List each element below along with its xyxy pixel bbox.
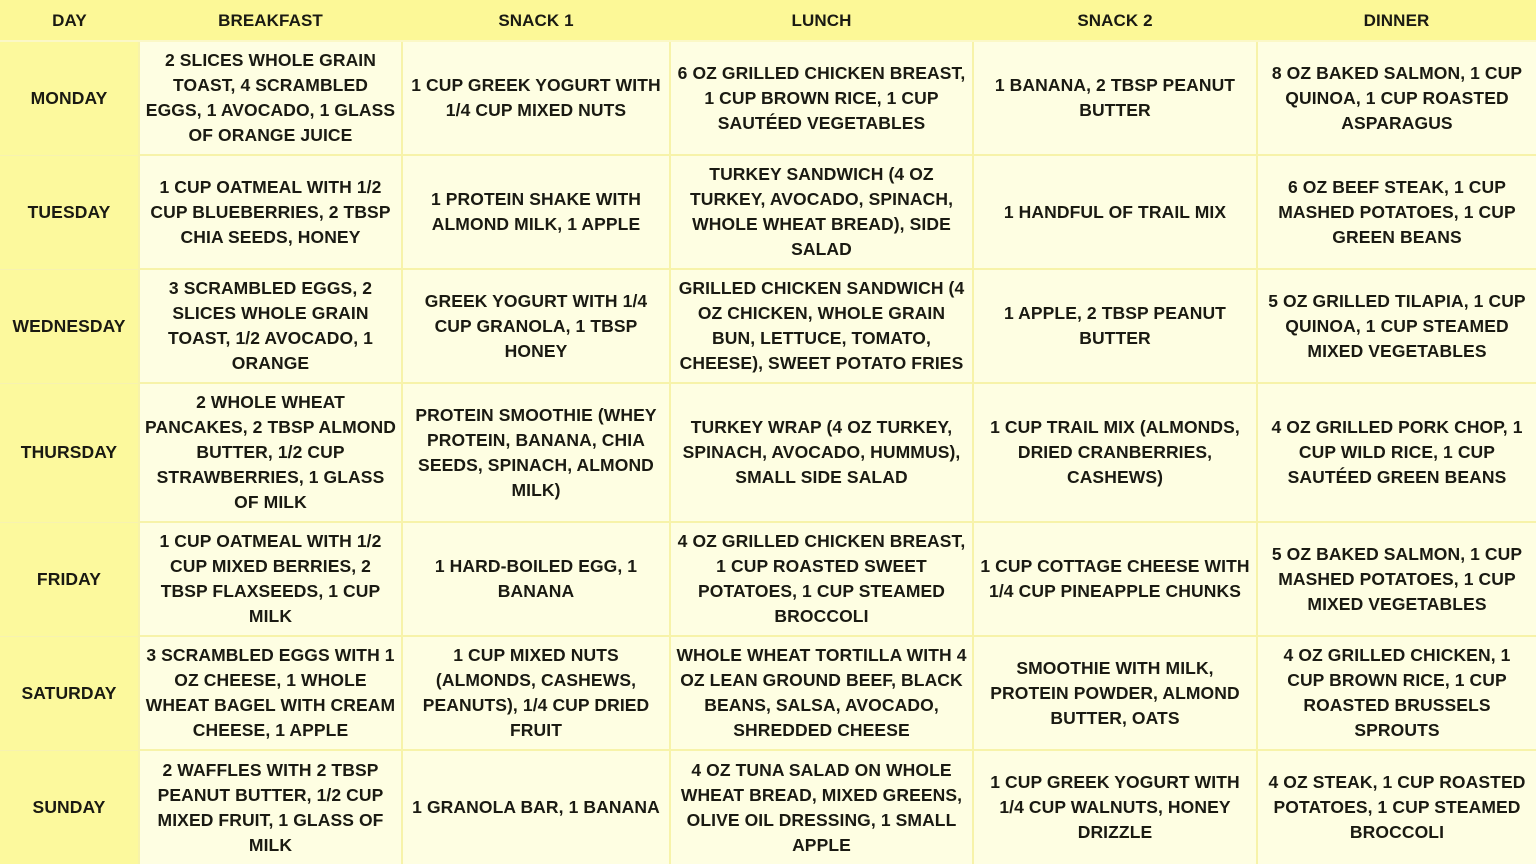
table-row — [0, 636, 1536, 750]
snack-1-cell: 1 HARD-BOILED EGG, 1 BANANA — [402, 522, 670, 636]
breakfast-cell: 3 SCRAMBLED EGGS WITH 1 OZ CHEESE, 1 WHOLE WHEAT BAGEL WITH CREAM CHEESE, 1 APPLE — [139, 636, 402, 750]
snack-1-cell: 1 PROTEIN SHAKE WITH ALMOND MILK, 1 APPLE — [402, 155, 670, 269]
lunch-cell: 4 OZ GRILLED CHICKEN BREAST, 1 CUP ROASTED SWEET POTATOES, 1 CUP STEAMED BROCCOLI — [670, 522, 973, 636]
table-row — [0, 522, 1536, 636]
header-breakfast: BREAKFAST — [139, 0, 402, 41]
breakfast-cell: 2 SLICES WHOLE GRAIN TOAST, 4 SCRAMBLED EGGS, 1 AVOCADO, 1 GLASS OF ORANGE JUICE — [139, 41, 402, 155]
day-cell: THURSDAY — [0, 383, 139, 522]
lunch-cell: TURKEY WRAP (4 OZ TURKEY, SPINACH, AVOCADO, HUMMUS), SMALL SIDE SALAD — [670, 383, 973, 522]
lunch-cell: WHOLE WHEAT TORTILLA WITH 4 OZ LEAN GROUND BEEF, BLACK BEANS, SALSA, AVOCADO, SHREDDED CHEESE — [670, 636, 973, 750]
snack-1-cell: 1 CUP GREEK YOGURT WITH 1/4 CUP MIXED NUTS — [402, 41, 670, 155]
lunch-cell: TURKEY SANDWICH (4 OZ TURKEY, AVOCADO, SPINACH, WHOLE WHEAT BREAD), SIDE SALAD — [670, 155, 973, 269]
snack-2-cell: 1 CUP COTTAGE CHEESE WITH 1/4 CUP PINEAPPLE CHUNKS — [973, 522, 1257, 636]
header-lunch: LUNCH — [670, 0, 973, 41]
snack-2-cell: 1 CUP TRAIL MIX (ALMONDS, DRIED CRANBERRIES, CASHEWS) — [973, 383, 1257, 522]
snack-2-cell: 1 HANDFUL OF TRAIL MIX — [973, 155, 1257, 269]
breakfast-cell: 2 WAFFLES WITH 2 TBSP PEANUT BUTTER, 1/2 CUP MIXED FRUIT, 1 GLASS OF MILK — [139, 750, 402, 864]
snack-2-cell: SMOOTHIE WITH MILK, PROTEIN POWDER, ALMOND BUTTER, OATS — [973, 636, 1257, 750]
header-day: DAY — [0, 0, 139, 41]
breakfast-cell: 2 WHOLE WHEAT PANCAKES, 2 TBSP ALMOND BUTTER, 1/2 CUP STRAWBERRIES, 1 GLASS OF MILK — [139, 383, 402, 522]
day-cell: FRIDAY — [0, 522, 139, 636]
snack-1-cell: 1 CUP MIXED NUTS (ALMONDS, CASHEWS, PEANUTS), 1/4 CUP DRIED FRUIT — [402, 636, 670, 750]
dinner-cell: 5 OZ GRILLED TILAPIA, 1 CUP QUINOA, 1 CUP STEAMED MIXED VEGETABLES — [1257, 269, 1536, 383]
day-cell: SATURDAY — [0, 636, 139, 750]
header-snack-1: SNACK 1 — [402, 0, 670, 41]
day-cell: MONDAY — [0, 41, 139, 155]
header-snack-2: SNACK 2 — [973, 0, 1257, 41]
table-row — [0, 41, 1536, 155]
table-row — [0, 750, 1536, 864]
dinner-cell: 8 OZ BAKED SALMON, 1 CUP QUINOA, 1 CUP ROASTED ASPARAGUS — [1257, 41, 1536, 155]
breakfast-cell: 3 SCRAMBLED EGGS, 2 SLICES WHOLE GRAIN TOAST, 1/2 AVOCADO, 1 ORANGE — [139, 269, 402, 383]
lunch-cell: GRILLED CHICKEN SANDWICH (4 OZ CHICKEN, WHOLE GRAIN BUN, LETTUCE, TOMATO, CHEESE), SWEET POTATO FRIES — [670, 269, 973, 383]
day-cell: SUNDAY — [0, 750, 139, 864]
table-row — [0, 383, 1536, 522]
snack-1-cell: GREEK YOGURT WITH 1/4 CUP GRANOLA, 1 TBSP HONEY — [402, 269, 670, 383]
lunch-cell: 4 OZ TUNA SALAD ON WHOLE WHEAT BREAD, MIXED GREENS, OLIVE OIL DRESSING, 1 SMALL APPLE — [670, 750, 973, 864]
snack-2-cell: 1 APPLE, 2 TBSP PEANUT BUTTER — [973, 269, 1257, 383]
snack-1-cell: PROTEIN SMOOTHIE (WHEY PROTEIN, BANANA, CHIA SEEDS, SPINACH, ALMOND MILK) — [402, 383, 670, 522]
table-row — [0, 269, 1536, 383]
day-cell: TUESDAY — [0, 155, 139, 269]
dinner-cell: 4 OZ GRILLED CHICKEN, 1 CUP BROWN RICE, 1 CUP ROASTED BRUSSELS SPROUTS — [1257, 636, 1536, 750]
breakfast-cell: 1 CUP OATMEAL WITH 1/2 CUP MIXED BERRIES, 2 TBSP FLAXSEEDS, 1 CUP MILK — [139, 522, 402, 636]
snack-1-cell: 1 GRANOLA BAR, 1 BANANA — [402, 750, 670, 864]
dinner-cell: 6 OZ BEEF STEAK, 1 CUP MASHED POTATOES, 1 CUP GREEN BEANS — [1257, 155, 1536, 269]
dinner-cell: 4 OZ GRILLED PORK CHOP, 1 CUP WILD RICE, 1 CUP SAUTÉED GREEN BEANS — [1257, 383, 1536, 522]
breakfast-cell: 1 CUP OATMEAL WITH 1/2 CUP BLUEBERRIES, 2 TBSP CHIA SEEDS, HONEY — [139, 155, 402, 269]
dinner-cell: 4 OZ STEAK, 1 CUP ROASTED POTATOES, 1 CUP STEAMED BROCCOLI — [1257, 750, 1536, 864]
table-row — [0, 155, 1536, 269]
snack-2-cell: 1 CUP GREEK YOGURT WITH 1/4 CUP WALNUTS, HONEY DRIZZLE — [973, 750, 1257, 864]
dinner-cell: 5 OZ BAKED SALMON, 1 CUP MASHED POTATOES, 1 CUP MIXED VEGETABLES — [1257, 522, 1536, 636]
day-cell: WEDNESDAY — [0, 269, 139, 383]
snack-2-cell: 1 BANANA, 2 TBSP PEANUT BUTTER — [973, 41, 1257, 155]
header-row — [0, 0, 1536, 41]
lunch-cell: 6 OZ GRILLED CHICKEN BREAST, 1 CUP BROWN RICE, 1 CUP SAUTÉED VEGETABLES — [670, 41, 973, 155]
header-dinner: DINNER — [1257, 0, 1536, 41]
